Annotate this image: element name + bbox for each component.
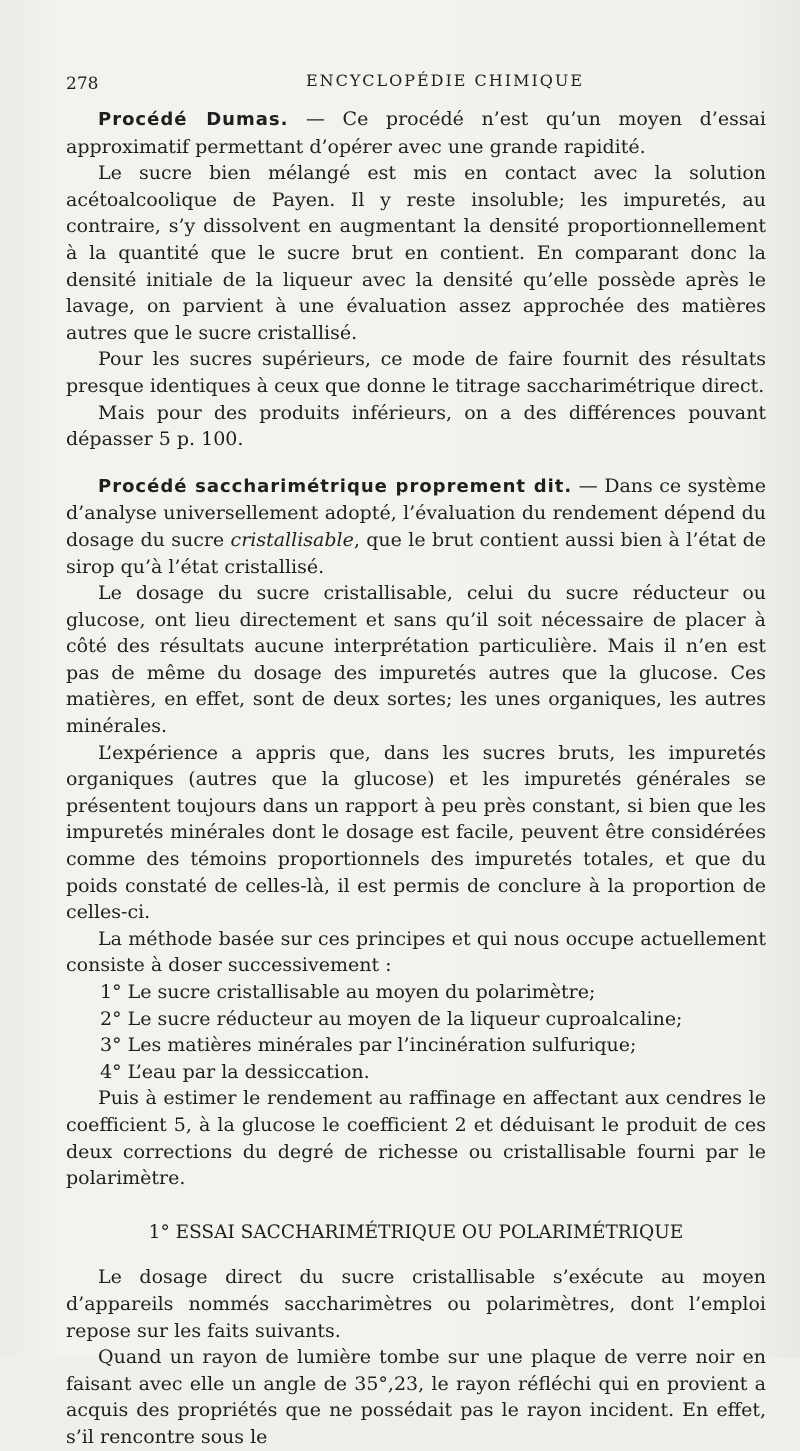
paragraph: L’expérience a appris que, dans les sucres bruts, les impuretés organiques (autres que la glucose) et les impuretés générales se présentent toujours dans un rapport à peu près constant, si bien que les impuretés minérales dont le dosage est facile, peuvent être considérées comme des témoins proportionnels des impuretés totales, et que du poids constaté de celles-là, il est permis de conclure à la proportion de celles-ci. (66, 741, 766, 924)
paragraph: Le dosage direct du sucre cristallisable s’exécute au moyen d’appareils nommés saccharimètres ou polarimètres, dont l’emploi repose sur les faits suivants. (66, 1266, 766, 1342)
run-in-title-saccharimetric: Procédé saccharimétrique proprement dit. (98, 475, 573, 497)
page-number: 278 (66, 74, 99, 94)
paragraph-text: — Dans ce système d’analyse universellement adopté, l’évaluation du rendement dépend du dosage du sucre (66, 474, 766, 551)
paragraph-saccharimetric (66, 473, 766, 580)
paragraph: Le dosage du sucre cristallisable, celui du sucre réducteur ou glucose, ont lieu directement et sans qu’il soit nécessaire de placer à côté des résultats aucune interprétation particulière. Mais il n’en est pas de même du dosage des impuretés autres que la glucose. Ces matières, en effet, sont de deux sortes; les unes organiques, les autres minérales. (66, 582, 766, 738)
section-heading: 1° ESSAI SACCHARIMÉTRIQUE OU POLARIMÉTRIQUE (148, 1221, 684, 1243)
paragraph: La méthode basée sur ces principes et qui nous occupe actuellement consiste à doser successivement : (66, 927, 766, 977)
list-item: 1° Le sucre cristallisable au moyen du polarimètre; (100, 981, 596, 1003)
paragraph-text: — Ce procédé n’est qu’un moyen d’essai approximatif permettant d’opérer avec une grande rapidité. (66, 108, 766, 158)
body-text (66, 106, 766, 1451)
paragraph: Pour les sucres supérieurs, ce mode de faire fournit des résultats presque identiques à ceux que donne le titrage saccharimétrique direct. (66, 348, 766, 397)
page-header (66, 70, 766, 94)
paragraph-text: , que le brut contient aussi bien à l’état de sirop qu’à l’état cristallisé. (66, 528, 766, 578)
paragraph-dumas (66, 106, 766, 160)
paragraph: Puis à estimer le rendement au raffinage en affectant aux cendres le coefficient 5, à la glucose le coefficient 2 et déduisant le produit de ces deux corrections du degré de richesse ou cristallisable fourni par le polarimètre. (66, 1087, 766, 1190)
run-in-title-dumas: Procédé Dumas. (98, 109, 289, 130)
paragraph: Le sucre bien mélangé est mis en contact avec la solution acétoalcoolique de Payen. Il y reste insoluble; les impuretés, au contraire, s’y dissolvent en augmentant la densité proportionnellement à la quantité que le sucre brut en contient. En comparant donc la densité initiale de la liqueur avec la densité qu’elle possède après le lavage, on parvient à une évaluation assez approchée des matières autres que le sucre cristallisé. (66, 162, 766, 344)
running-head: ENCYCLOPÉDIE CHIMIQUE (306, 71, 585, 90)
italic-term: cristallisable (230, 528, 354, 551)
list-item: 3° Les matières minérales par l’incinération sulfurique; (100, 1034, 637, 1057)
paragraph: Quand un rayon de lumière tombe sur une plaque de verre noir en faisant avec elle un angle de 35°,23, le rayon réfléchi qui en provient a acquis des propriétés que ne possédait pas le rayon incident. En effet, s’il rencontre sous le (66, 1346, 766, 1448)
list-item: 2° Le sucre réducteur au moyen de la liqueur cuproalcaline; (100, 1007, 683, 1030)
paragraph: Mais pour des produits inférieurs, on a des différences pouvant dépasser 5 p. 100. (66, 401, 766, 451)
list-item: 4° L’eau par la dessiccation. (100, 1060, 370, 1083)
